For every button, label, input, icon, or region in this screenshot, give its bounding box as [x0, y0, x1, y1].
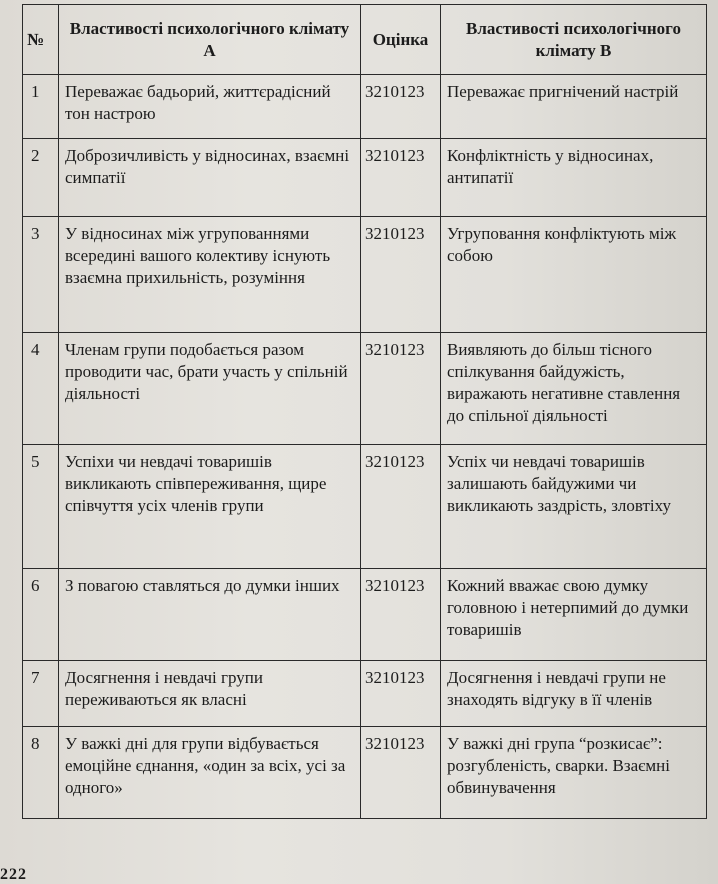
table-row [23, 661, 707, 727]
grade-cell: 3210123 [361, 445, 441, 569]
row-number: 6 [23, 569, 59, 661]
grade-cell: 3210123 [361, 661, 441, 727]
header-climate-b: Властивості психологічного клімату В [441, 5, 707, 75]
row-number: 1 [23, 75, 59, 139]
climate-b-cell: Переважає пригнічений настрій [441, 75, 707, 139]
climate-b-cell: Угруповання конфліктують між собою [441, 217, 707, 333]
climate-b-cell: Конфліктність у відносинах, антипатії [441, 139, 707, 217]
table-row [23, 727, 707, 819]
header-number: № [23, 5, 59, 75]
climate-a-cell: Успіхи чи невдачі товаришів викликають співпереживання, щире співчуття усіх членів групи [59, 445, 361, 569]
table-row [23, 445, 707, 569]
header-climate-a: Властивості психологічного клімату А [59, 5, 361, 75]
row-number: 5 [23, 445, 59, 569]
table-row [23, 569, 707, 661]
climate-assessment-table [22, 4, 707, 819]
row-number: 8 [23, 727, 59, 819]
climate-b-cell: Успіх чи невдачі товаришів залишають байдужими чи викликають заздрість, зловтіху [441, 445, 707, 569]
climate-a-cell: Досягнення і невдачі групи переживаються як власні [59, 661, 361, 727]
climate-b-cell: Кожний вважає свою думку головною і нетерпимий до думки товаришів [441, 569, 707, 661]
climate-a-cell: Переважає бадьорий, життєрадісний тон настрою [59, 75, 361, 139]
header-grade: Оцінка [361, 5, 441, 75]
table-header-row [23, 5, 707, 75]
row-number: 3 [23, 217, 59, 333]
climate-a-cell: У важкі дні для групи відбувається емоційне єднання, «один за всіх, усі за одного» [59, 727, 361, 819]
table-row [23, 139, 707, 217]
table-row [23, 333, 707, 445]
climate-a-cell: З повагою ставляться до думки інших [59, 569, 361, 661]
row-number: 7 [23, 661, 59, 727]
page-number: 222 [0, 866, 27, 883]
climate-a-cell: У відносинах між угрупованнями всередині вашого колективу існують взаємна прихильність, розуміння [59, 217, 361, 333]
grade-cell: 3210123 [361, 139, 441, 217]
row-number: 4 [23, 333, 59, 445]
table-row [23, 75, 707, 139]
grade-cell: 3210123 [361, 75, 441, 139]
grade-cell: 3210123 [361, 727, 441, 819]
climate-b-cell: Виявляють до більш тісного спілкування байдужість, виражають негативне ставлення до спільної діяльності [441, 333, 707, 445]
table-row [23, 217, 707, 333]
grade-cell: 3210123 [361, 569, 441, 661]
grade-cell: 3210123 [361, 333, 441, 445]
climate-b-cell: Досягнення і невдачі групи не знаходять відгуку в її членів [441, 661, 707, 727]
climate-a-cell: Членам групи подобається разом проводити час, брати участь у спільній діяльності [59, 333, 361, 445]
climate-b-cell: У важкі дні група “розкисає”: розгубленість, сварки. Взаємні обвинувачення [441, 727, 707, 819]
row-number: 2 [23, 139, 59, 217]
grade-cell: 3210123 [361, 217, 441, 333]
climate-a-cell: Доброзичливість у відносинах, взаємні симпатії [59, 139, 361, 217]
